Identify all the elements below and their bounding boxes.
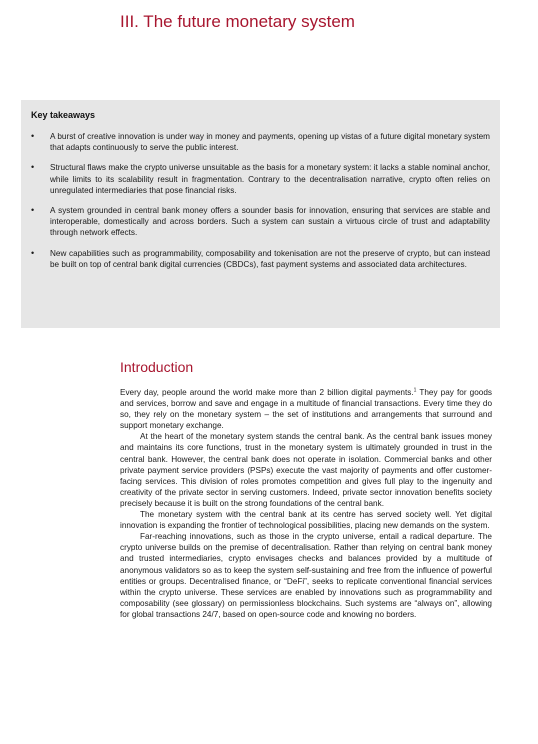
paragraph: At the heart of the monetary system stands the central bank. As the central bank issues money and maintains its core functions, trust in the monetary system is ultimately grounded in trust in the central bank. However, the central bank does not operate in isolation. Commercial banks and other private payment service providers (PSPs) execute the vast majority of payments and offer customer-facing services. This division of roles promotes competition and gives full play to the ingenuity and creativity of the private sector in serving customers. Indeed, private sector innovation benefits society precisely because it is built on the strong foundations of the central bank.	[120, 432, 492, 508]
paragraph-text: Every day, people around the world make more than 2 billion digital payments.	[120, 388, 414, 397]
key-takeaway-text: A burst of creative innovation is under way in money and payments, opening up vistas of a future digital monetary system that adapts continuously to serve the public interest.	[50, 132, 490, 153]
bullet-icon: •	[31, 131, 35, 141]
key-takeaway-text: Structural flaws make the crypto universe unsuitable as the basis for a monetary system: it lacks a stable nominal anchor, while limits to its scalability result in fragmentation. Contrary to the decentralisation narrative, crypto often relies on unregulated intermediaries that pose financial risks.	[50, 163, 490, 195]
key-takeaway-item	[31, 205, 490, 239]
bullet-icon: •	[31, 205, 35, 216]
section-title-introduction: Introduction	[120, 359, 194, 375]
key-takeaway-item	[31, 248, 490, 270]
introduction-body	[120, 387, 492, 620]
key-takeaway-item	[31, 162, 490, 196]
key-takeaways-box	[21, 100, 500, 328]
paragraph-text: They pay for goods and services, borrow and save and engage in a multitude of financial transactions. Every time they do so, they rely on the monetary system – the set of institutions and arrangements that surround and support monetary exchange.	[120, 388, 492, 431]
paragraph	[120, 387, 492, 431]
key-takeaway-item	[31, 131, 490, 153]
bullet-icon: •	[31, 247, 35, 258]
key-takeaways-heading: Key takeaways	[31, 110, 96, 120]
bullet-icon: •	[31, 162, 35, 173]
key-takeaway-text: A system grounded in central bank money offers a sounder basis for innovation, ensuring that services are stable and interoperable, domestically and across borders. Such a system can sustain a virtuous circle of trust and adaptability through network effects.	[50, 206, 490, 238]
key-takeaway-text: New capabilities such as programmability, composability and tokenisation are not the preserve of crypto, but can instead be built on top of central bank digital currencies (CBDCs), fast payment systems and associated data architectures.	[50, 248, 490, 269]
paragraph: Far-reaching innovations, such as those in the crypto universe, entail a radical departure. The crypto universe builds on the premise of decentralisation. Rather than relying on central bank money and trusted intermediaries, crypto envisages checks and balances provided by a multitude of anonymous validators so as to keep the system self-sustaining and free from the influence of powerful entities or groups. Decentralised finance, or “DeFi”, seeks to replicate conventional financial services within the crypto universe. These services are enabled by innovations such as programmability and composability (see glossary) on permissionless blockchains. Such systems are “always on”, allowing for global transactions 24/7, based on open-source code and knowing no borders.	[120, 532, 492, 619]
paragraph: The monetary system with the central bank at its centre has served society well. Yet digital innovation is expanding the frontier of technological possibilities, placing new demands on the system.	[120, 510, 492, 531]
key-takeaways-list	[31, 131, 490, 270]
footnote-marker[interactable]: 1	[413, 387, 417, 394]
chapter-title: III. The future monetary system	[120, 12, 355, 31]
